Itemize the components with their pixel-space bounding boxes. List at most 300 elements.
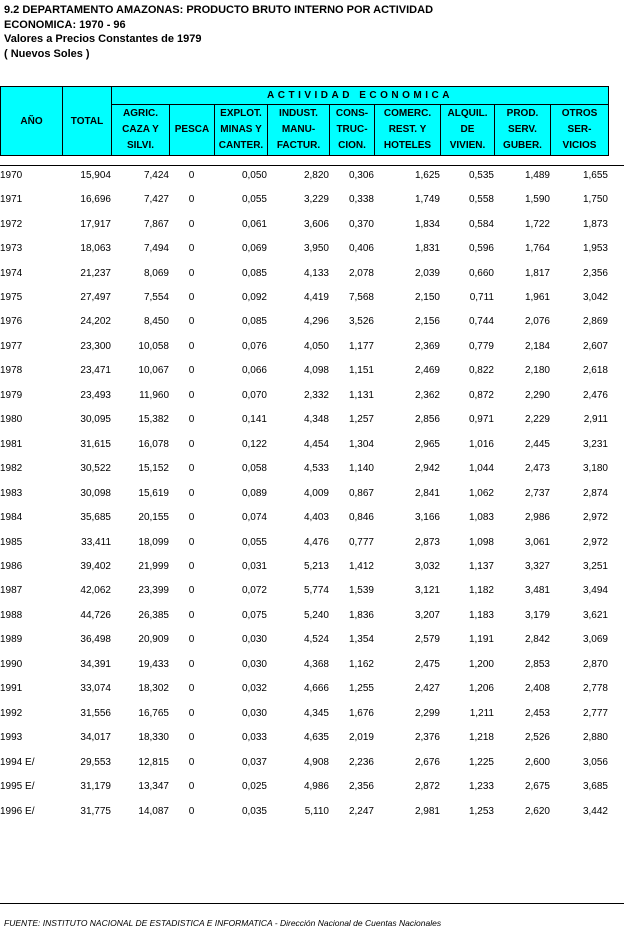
row-value: 1,225 [468,756,494,768]
row-value: 0,035 [241,805,267,817]
row-year: 1973 [0,243,23,255]
row-value: 0 [188,438,195,450]
row-value: 2,841 [414,487,440,499]
row-value: 2,842 [524,634,550,646]
row-value: 0,092 [241,291,267,303]
row-value: 2,737 [524,487,550,499]
row-value: 21,999 [138,560,169,572]
row-value: 16,696 [80,194,111,206]
table-row [0,481,608,505]
row-value: 3,481 [524,585,550,597]
header-col-4 [330,105,375,156]
table-row [0,554,608,578]
table-row [0,408,608,432]
table-subtitle: ECONOMICA: 1970 - 96 [4,18,126,31]
table-unit-note: ( Nuevos Soles ) [4,47,90,60]
row-value: 2,078 [348,267,374,279]
row-year: 1989 [0,634,23,646]
row-value: 4,009 [303,487,329,499]
row-year: 1972 [0,218,23,230]
row-value: 34,391 [80,658,111,670]
row-value: 2,965 [414,438,440,450]
row-value: 4,524 [303,634,329,646]
header-col-line: PROD. [506,108,539,119]
row-value: 34,017 [80,732,111,744]
header-col-line: CAZA Y [122,124,159,135]
row-value: 2,620 [524,805,550,817]
row-value: 0 [188,634,195,646]
header-col-7 [495,105,551,156]
row-value: 2,675 [524,781,550,793]
row-value: 0 [188,512,195,524]
row-year: 1995 E/ [0,781,35,793]
row-value: 15,152 [138,463,169,475]
row-value: 4,403 [303,512,329,524]
row-value: 4,368 [303,658,329,670]
table-row [0,163,608,187]
header-col-line: EXPLOT. [220,108,262,119]
row-value: 26,385 [138,609,169,621]
row-value: 0,061 [241,218,267,230]
table-bottom-rule [0,903,624,904]
header-col-0 [112,105,170,156]
row-value: 0,085 [241,316,267,328]
row-value: 2,356 [348,781,374,793]
table-row [0,750,608,774]
row-value: 2,972 [582,512,608,524]
row-value: 8,450 [143,316,169,328]
row-value: 0,074 [241,512,267,524]
row-value: 1,140 [348,463,374,475]
table-row [0,725,608,749]
row-value: 36,498 [80,634,111,646]
row-value: 0 [188,781,195,793]
row-value: 31,179 [80,781,111,793]
row-value: 0 [188,487,195,499]
row-value: 0 [188,609,195,621]
header-col-line: TRUC- [336,124,368,135]
row-value: 1,750 [582,194,608,206]
table-row [0,799,608,823]
row-value: 1,817 [524,267,550,279]
row-value: 2,299 [414,707,440,719]
header-col-line: CANTER. [218,140,264,151]
row-value: 1,489 [524,169,550,181]
row-value: 7,427 [143,194,169,206]
row-value: 0 [188,756,195,768]
header-col-2 [215,105,268,156]
row-value: 3,494 [582,585,608,597]
table-row [0,456,608,480]
row-value: 3,526 [348,316,374,328]
row-year: 1978 [0,365,23,377]
row-value: 20,155 [138,512,169,524]
row-value: 2,180 [524,365,550,377]
row-year: 1987 [0,585,23,597]
table-row [0,677,608,701]
row-value: 0,076 [241,340,267,352]
row-value: 0,744 [468,316,494,328]
row-value: 0,122 [241,438,267,450]
row-value: 1,412 [348,560,374,572]
row-value: 3,056 [582,756,608,768]
row-value: 0 [188,365,195,377]
row-year: 1990 [0,658,23,670]
row-value: 3,069 [582,634,608,646]
row-value: 0,055 [241,536,267,548]
row-value: 1,200 [468,658,494,670]
row-value: 12,815 [138,756,169,768]
row-value: 2,229 [524,414,550,426]
row-value: 0,535 [468,169,494,181]
row-value: 5,110 [304,805,329,817]
row-value: 39,402 [80,560,111,572]
row-value: 2,526 [524,732,550,744]
row-value: 2,427 [414,683,440,695]
header-col-8 [551,105,609,156]
row-value: 1,255 [348,683,374,695]
table-row [0,432,608,456]
row-value: 27,497 [80,291,111,303]
row-value: 0,030 [241,707,267,719]
row-value: 0 [188,683,195,695]
row-value: 1,211 [469,707,494,719]
row-value: 1,590 [524,194,550,206]
row-value: 1,749 [414,194,440,206]
table-row [0,212,608,236]
row-value: 2,356 [582,267,608,279]
row-value: 4,666 [303,683,329,695]
row-value: 0,822 [468,365,494,377]
row-value: 0 [188,340,195,352]
row-value: 2,376 [414,732,440,744]
row-value: 2,184 [524,340,550,352]
row-value: 24,202 [80,316,111,328]
row-value: 2,942 [414,463,440,475]
row-value: 2,247 [348,805,374,817]
row-value: 0,050 [241,169,267,181]
header-col-line: INDUST. [279,108,318,119]
row-value: 31,775 [80,805,111,817]
row-value: 0,846 [348,512,374,524]
row-value: 16,078 [138,438,169,450]
table-row [0,334,608,358]
row-value: 2,853 [524,658,550,670]
row-year: 1979 [0,389,23,401]
row-value: 3,229 [303,194,329,206]
row-value: 1,764 [524,243,550,255]
header-col-6 [441,105,495,156]
row-value: 35,685 [80,512,111,524]
row-value: 0,779 [468,340,494,352]
header-col-line: CONS- [335,108,369,119]
table-row [0,774,608,798]
row-value: 2,873 [414,536,440,548]
row-value: 3,179 [524,609,550,621]
row-value: 1,836 [348,609,374,621]
header-col-line: CION. [338,140,366,151]
row-value: 30,522 [80,463,111,475]
row-value: 3,121 [414,585,440,597]
row-value: 33,074 [80,683,111,695]
row-value: 2,579 [414,634,440,646]
row-value: 7,424 [143,169,169,181]
row-value: 0 [188,194,195,206]
row-value: 3,180 [582,463,608,475]
row-value: 5,213 [303,560,329,572]
header-total: TOTAL [63,87,112,156]
header-col-line [170,138,214,154]
table-row [0,187,608,211]
row-value: 2,290 [524,389,550,401]
row-value: 1,953 [582,243,608,255]
source-footnote: FUENTE: INSTITUTO NACIONAL DE ESTADISTICA E INFORMATICA - Dirección Nacional de Cuentas Nacionales [4,918,442,928]
row-value: 0,872 [468,389,494,401]
row-value: 5,774 [303,585,329,597]
row-value: 2,874 [582,487,608,499]
table-title-block [4,3,433,61]
row-value: 2,236 [348,756,374,768]
table-row [0,236,608,260]
row-value: 2,600 [524,756,550,768]
row-value: 15,382 [138,414,169,426]
row-value: 1,044 [468,463,494,475]
row-value: 0,070 [241,389,267,401]
row-value: 0,032 [241,683,267,695]
row-value: 31,615 [80,438,111,450]
row-value: 4,419 [303,291,329,303]
row-value: 1,151 [348,365,374,377]
row-value: 15,619 [138,487,169,499]
row-value: 19,433 [138,658,169,670]
row-year: 1986 [0,560,23,572]
header-activity-group: ACTIVIDAD ECONOMICA [112,87,609,105]
row-value: 1,257 [348,414,374,426]
row-value: 3,606 [303,218,329,230]
row-value: 2,473 [524,463,550,475]
row-value: 0,058 [241,463,267,475]
row-value: 0 [188,218,195,230]
row-value: 0 [188,267,195,279]
table-row [0,603,608,627]
row-value: 0,141 [241,414,267,426]
row-value: 2,453 [524,707,550,719]
row-value: 1,873 [582,218,608,230]
row-year: 1994 E/ [0,756,35,768]
row-value: 4,098 [303,365,329,377]
row-value: 1,062 [468,487,494,499]
row-value: 0,596 [468,243,494,255]
row-value: 0,406 [348,243,374,255]
row-value: 2,476 [582,389,608,401]
row-value: 0,558 [468,194,494,206]
row-value: 2,332 [303,389,329,401]
row-value: 33,411 [81,536,111,548]
row-value: 2,408 [524,683,550,695]
row-value: 0,085 [241,267,267,279]
row-value: 0 [188,658,195,670]
row-value: 0 [188,560,195,572]
table-row [0,701,608,725]
row-value: 3,685 [582,781,608,793]
row-value: 13,347 [138,781,169,793]
row-value: 3,327 [524,560,550,572]
row-value: 4,986 [303,781,329,793]
row-value: 18,099 [138,536,169,548]
row-value: 4,908 [303,756,329,768]
row-value: 0,025 [241,781,267,793]
row-value: 0,030 [241,634,267,646]
row-value: 4,348 [303,414,329,426]
row-value: 0,777 [348,536,374,548]
row-value: 1,354 [348,634,374,646]
row-value: 1,162 [348,658,374,670]
header-year: AÑO [1,87,63,156]
row-value: 7,554 [143,291,169,303]
table-row [0,652,608,676]
row-year: 1983 [0,487,23,499]
row-value: 0,069 [241,243,267,255]
row-value: 0,075 [241,609,267,621]
row-value: 2,618 [582,365,608,377]
row-value: 0,711 [469,291,494,303]
row-value: 2,607 [582,340,608,352]
row-value: 23,471 [80,365,111,377]
row-value: 0,089 [241,487,267,499]
row-value: 1,831 [414,243,440,255]
header-col-line: VIVIEN. [449,140,486,151]
data-table [0,163,608,823]
table-row [0,285,608,309]
header-col-line: VICIOS [562,140,597,151]
row-value: 2,469 [414,365,440,377]
row-value: 1,177 [348,340,374,352]
header-col-line: AGRIC. [123,108,158,119]
row-value: 2,150 [414,291,440,303]
row-value: 4,296 [303,316,329,328]
row-value: 2,856 [414,414,440,426]
row-year: 1970 [0,169,23,181]
row-year: 1988 [0,609,23,621]
row-value: 8,069 [143,267,169,279]
row-year: 1984 [0,512,23,524]
header-col-line: SER- [567,124,592,135]
row-value: 1,539 [348,585,374,597]
header-col-line: COMERC. [383,108,432,119]
row-value: 30,095 [80,414,111,426]
row-value: 1,083 [468,512,494,524]
row-value: 0,033 [241,732,267,744]
row-value: 0 [188,169,195,181]
row-value: 2,778 [582,683,608,695]
row-value: 0 [188,316,195,328]
row-value: 4,533 [303,463,329,475]
row-value: 1,304 [348,438,374,450]
row-value: 4,635 [303,732,329,744]
row-value: 0,072 [241,585,267,597]
row-value: 2,986 [524,512,550,524]
row-value: 0 [188,291,195,303]
row-value: 14,087 [138,805,169,817]
row-value: 3,042 [582,291,608,303]
header-col-line: DE [460,124,475,135]
row-value: 2,475 [414,658,440,670]
row-value: 1,183 [468,609,494,621]
row-value: 3,032 [414,560,440,572]
row-value: 3,207 [414,609,440,621]
row-value: 10,058 [138,340,169,352]
row-value: 2,972 [582,536,608,548]
row-value: 23,493 [80,389,111,401]
table-row [0,359,608,383]
header-col-line: FACTUR. [276,140,321,151]
table-row [0,530,608,554]
row-value: 16,765 [138,707,169,719]
header-col-line [170,106,214,122]
table-row [0,505,608,529]
row-value: 1,253 [468,805,494,817]
row-value: 2,076 [524,316,550,328]
row-value: 0,030 [241,658,267,670]
row-value: 2,911 [583,414,608,426]
row-value: 1,655 [582,169,608,181]
row-year: 1982 [0,463,23,475]
row-value: 0,867 [348,487,374,499]
row-value: 0 [188,243,195,255]
row-value: 4,454 [303,438,329,450]
row-value: 1,098 [468,536,494,548]
row-value: 0 [188,585,195,597]
row-value: 0,037 [241,756,267,768]
row-value: 3,166 [414,512,440,524]
row-value: 18,330 [138,732,169,744]
row-value: 1,016 [468,438,494,450]
row-value: 10,067 [138,365,169,377]
row-value: 1,182 [468,585,494,597]
row-year: 1985 [0,536,23,548]
row-year: 1993 [0,732,23,744]
row-value: 1,218 [468,732,494,744]
row-value: 2,362 [414,389,440,401]
row-value: 0,971 [468,414,494,426]
row-value: 7,867 [143,218,169,230]
row-value: 0 [188,707,195,719]
header-col-line: REST. Y [388,124,427,135]
row-value: 2,981 [414,805,440,817]
table-row [0,310,608,334]
row-value: 30,098 [80,487,111,499]
row-value: 2,870 [582,658,608,670]
row-value: 2,019 [348,732,374,744]
row-year: 1977 [0,340,23,352]
row-value: 1,233 [468,781,494,793]
row-value: 0 [188,389,195,401]
row-value: 1,625 [414,169,440,181]
row-value: 0,660 [468,267,494,279]
row-value: 2,880 [582,732,608,744]
row-value: 3,231 [582,438,608,450]
row-value: 0,031 [241,560,267,572]
row-value: 3,621 [582,609,608,621]
row-year: 1991 [0,683,23,695]
table-row [0,261,608,285]
row-value: 1,206 [468,683,494,695]
row-value: 2,777 [582,707,608,719]
row-value: 1,722 [524,218,550,230]
row-value: 3,061 [524,536,550,548]
row-value: 18,302 [138,683,169,695]
header-col-line: PESCA [174,124,210,135]
